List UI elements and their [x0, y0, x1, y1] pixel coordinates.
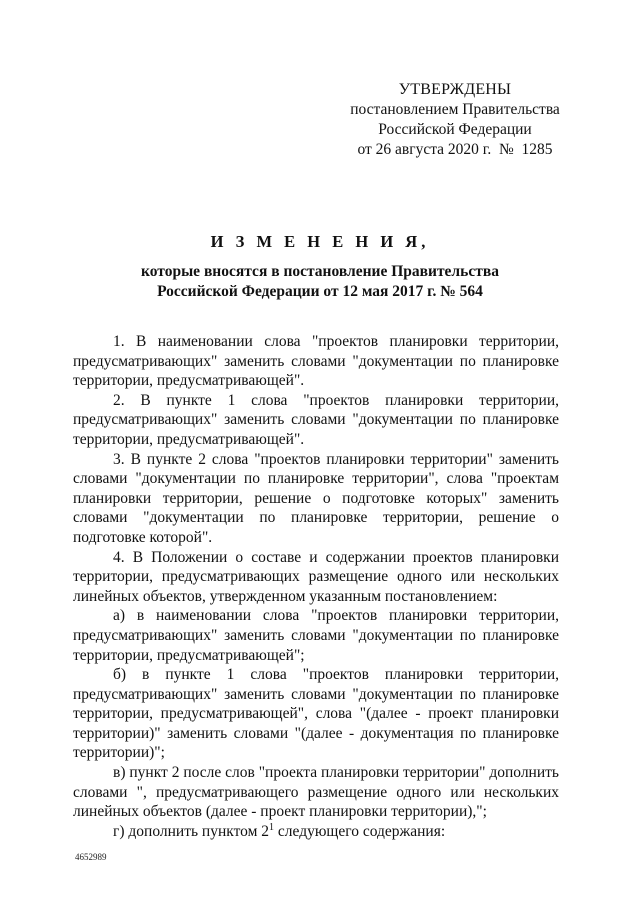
approval-line: Российской Федерации — [378, 121, 532, 138]
subparagraph-d-text: г) дополнить пунктом 2 — [113, 822, 270, 840]
approval-line: постановлением Правительства — [350, 101, 560, 118]
paragraph-2: 2. В пункте 1 слова "проектов планировки территории, предусматривающих" заменить словами "документации по планировке территории, предусматривающей". — [73, 391, 559, 448]
document-body — [73, 332, 559, 841]
document-heading — [70, 232, 570, 302]
document-title: И З М Е Н Е Н И Я, — [210, 232, 430, 251]
paragraph-3: 3. В пункте 2 слова "проектов планировки территории" заменить словами "документации по планировке территории", слова "проектам планировки территории, решение о подготовке которых" заменить словами "документации по планировке территории, решение о подготовке которой". — [73, 450, 559, 546]
document-subtitle — [70, 262, 570, 302]
subparagraph-a: а) в наименовании слова "проектов планировки территории, предусматривающих" заменить словами "документации по планировке территории, предусматривающей"; — [73, 607, 559, 664]
paragraph-4: 4. В Положении о составе и содержании проектов планировки территории, предусматривающих размещение одного или нескольких линейных объектов, утвержденном указанным постановлением: — [73, 548, 559, 605]
subparagraph-b: б) в пункте 1 слова "проектов планировки территории, предусматривающих" заменить словами "документации по планировке территории, предусматривающей", слова "(далее - проект планировки территории)" заменить словами "(далее - документация по планировке территории)"; — [73, 666, 559, 762]
subtitle-line: которые вносятся в постановление Правительства — [141, 263, 499, 280]
approval-date-number: от 26 августа 2020 г. № 1285 — [357, 141, 553, 158]
approval-title: УТВЕРЖДЕНЫ — [398, 81, 512, 98]
subparagraph-d — [73, 822, 559, 842]
subparagraph-c: в) пункт 2 после слов "проекта планировки территории" дополнить словами ", предусматривающего размещение одного или нескольких линейных объектов (далее - проект планировки территории),"; — [73, 764, 559, 821]
subtitle-line: Российской Федерации от 12 мая 2017 г. № 564 — [157, 283, 483, 300]
paragraph-1: 1. В наименовании слова "проектов планировки территории, предусматривающих" заменить словами "документации по планировке территории, предусматривающей". — [73, 333, 559, 390]
approval-block — [340, 80, 570, 160]
subparagraph-d-tail: следующего содержания: — [274, 822, 446, 840]
superscript: 1 — [269, 821, 275, 833]
document-code: 4652989 — [75, 852, 107, 862]
